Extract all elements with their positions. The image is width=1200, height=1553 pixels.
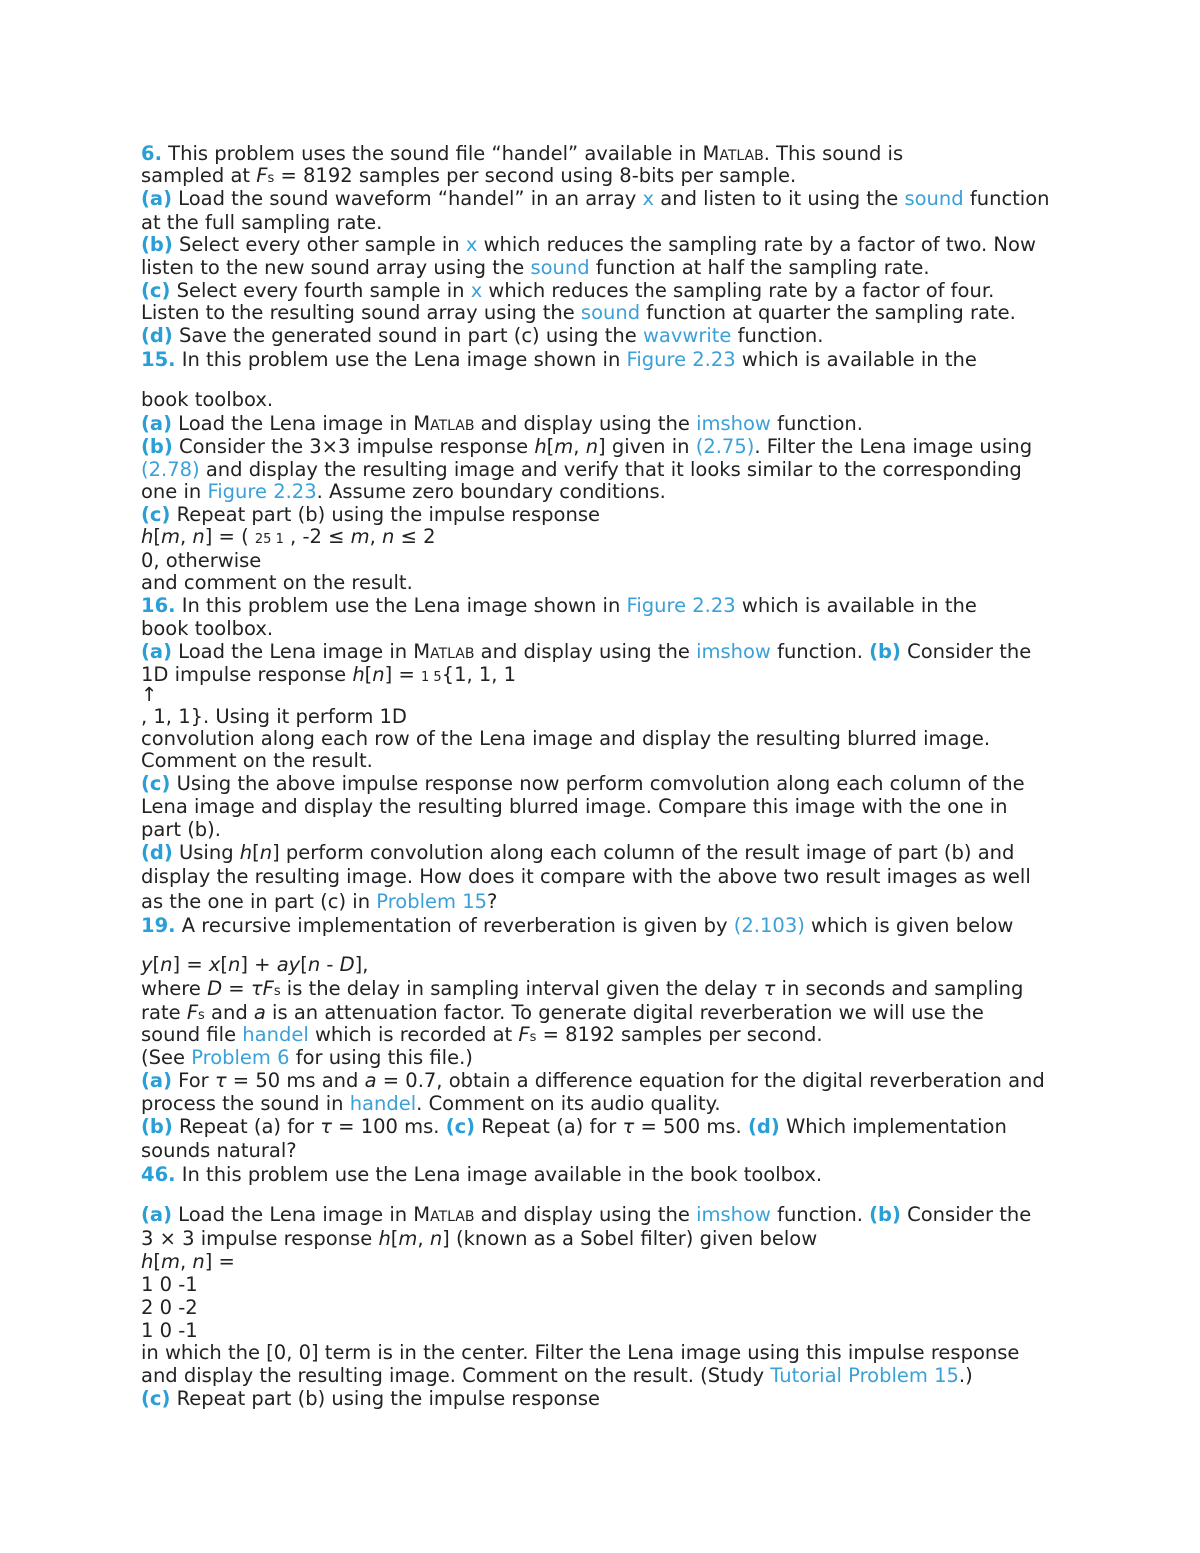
math-symbol: a (253, 1001, 266, 1024)
text-line (141, 549, 261, 573)
cross-reference-link[interactable]: Tutorial Problem 15 (770, 1364, 959, 1387)
code-term: imshow (696, 1203, 771, 1226)
code-term: sound (580, 301, 641, 324)
part-label: (d) (141, 841, 173, 864)
text-run: = 500 ms. (634, 1115, 748, 1138)
text-line (141, 1046, 473, 1070)
text-run: and display using the (474, 1203, 697, 1226)
text-run: Repeat (a) for (172, 1115, 321, 1138)
text-run: in seconds and sampling (775, 977, 1024, 1000)
text-run: 1D impulse response (141, 663, 353, 686)
text-run: [ (300, 953, 308, 976)
text-run: Listen to the resulting sound array using the (141, 301, 581, 324)
math-symbol: h (141, 525, 154, 548)
text-run: ? (487, 890, 498, 913)
text-run: book toolbox. (141, 617, 274, 640)
text-line (141, 1250, 235, 1274)
text-line (141, 324, 823, 348)
text-run: , (179, 1250, 193, 1273)
problem-number: 46. (141, 1163, 176, 1186)
text-run: ] (known as a Sobel filter) given below (442, 1227, 818, 1250)
text-run: ≤ 2 (394, 525, 436, 548)
text-run: part (b). (141, 818, 221, 841)
text-run: Using (172, 841, 240, 864)
part-label: (b) (141, 233, 173, 256)
subscript: 25 1 (254, 532, 284, 547)
text-run: function (963, 187, 1050, 210)
code-term: sound (904, 187, 964, 210)
math-symbol: F (518, 1023, 530, 1046)
math-symbol: D (339, 953, 355, 976)
text-run: sounds natural? (141, 1139, 297, 1162)
math-symbol: ay (276, 953, 301, 976)
text-run: Repeat part (b) using the impulse response (170, 1387, 600, 1410)
text-run: and (204, 1001, 254, 1024)
text-run: function. (770, 412, 863, 435)
part-label: (d) (747, 1115, 780, 1138)
part-label: (a) (141, 640, 172, 663)
math-symbol: F (262, 977, 274, 1000)
text-run: = (222, 977, 251, 1000)
text-run: 0, otherwise (141, 549, 262, 572)
text-run: where (141, 977, 208, 1000)
cross-reference-link[interactable]: Problem 6 (191, 1046, 290, 1069)
math-symbol: n (160, 953, 173, 976)
code-term: handel (349, 1092, 417, 1115)
text-run: [ (390, 1227, 399, 1250)
text-run: which reduces the sampling rate by a factor of four. (482, 279, 995, 302)
text-run: Select every fourth sample in (170, 279, 471, 302)
text-line (141, 1341, 1019, 1365)
subscript: s (198, 1008, 205, 1023)
code-term: x (642, 187, 655, 210)
text-line (141, 1115, 1007, 1139)
text-line (141, 1319, 198, 1343)
text-run: Consider the (900, 640, 1032, 663)
text-run: listen to the new sound array using the (141, 256, 531, 279)
text-line (141, 1069, 1045, 1093)
text-line (141, 818, 221, 842)
text-run: In this problem use the Lena image available in the book toolbox. (175, 1163, 823, 1186)
code-term: x (465, 233, 478, 256)
text-run: is an attenuation factor. To generate digital reverberation we will use the (265, 1001, 984, 1024)
text-line (141, 348, 977, 372)
text-run: , (369, 525, 383, 548)
text-line (141, 1227, 817, 1251)
math-symbol: n (382, 525, 395, 548)
text-line (141, 841, 1014, 865)
math-symbol: h (378, 1227, 391, 1250)
text-run: [ (220, 953, 229, 976)
math-symbol: h (141, 1250, 154, 1273)
text-line (141, 480, 666, 504)
math-symbol: n (228, 953, 241, 976)
matlab-name: Matlab (413, 640, 475, 663)
math-symbol: F (256, 164, 268, 187)
text-run: , (417, 1227, 430, 1250)
text-line (141, 1296, 198, 1320)
math-symbol: m (398, 1227, 418, 1250)
text-line (141, 412, 863, 436)
text-run: function. (731, 324, 824, 347)
text-line (141, 388, 273, 412)
part-label: (a) (141, 1203, 172, 1226)
text-line (141, 1092, 721, 1116)
text-line (141, 914, 1013, 938)
text-run: convolution along each row of the Lena image and display the resulting blurred image. (141, 727, 991, 750)
part-label: (b) (869, 1203, 901, 1226)
text-run: = 100 ms. (331, 1115, 446, 1138)
text-run: ] = ( (204, 525, 255, 548)
text-run: which is recorded at (308, 1023, 519, 1046)
code-term: imshow (696, 412, 771, 435)
text-run: ] given in (598, 435, 696, 458)
text-run: Select every other sample in (172, 233, 466, 256)
text-run: ↑ (141, 683, 158, 706)
math-symbol: x (208, 953, 221, 976)
part-label: (c) (445, 1115, 476, 1138)
text-line (141, 683, 157, 707)
text-run: {1, 1, 1 (441, 663, 517, 686)
text-line (141, 795, 1008, 819)
text-run: = 50 ms and (226, 1069, 365, 1092)
text-run: sound file (141, 1023, 243, 1046)
text-run: one in (141, 480, 208, 503)
text-run: display the resulting image. How does it compare with the above two result images as well (141, 865, 1031, 888)
text-line (141, 640, 1031, 664)
math-symbol: y (141, 953, 153, 976)
problem-number: 16. (141, 594, 176, 617)
text-run: process the sound in (141, 1092, 350, 1115)
text-line (141, 1203, 1031, 1227)
text-line (141, 617, 273, 641)
text-run: 1 0 -1 (141, 1319, 198, 1342)
text-run: This problem uses the sound file “handel” available in (161, 142, 703, 165)
text-line (141, 727, 990, 751)
text-run: in which the [0, 0] term is in the center. Filter the Lena image using this impulse response (141, 1341, 1020, 1364)
problem-number: 19. (141, 914, 176, 937)
problem-number: 6. (141, 142, 162, 165)
math-symbol: n (372, 663, 385, 686)
part-label: (b) (141, 435, 173, 458)
text-run: 2 0 -2 (141, 1296, 198, 1319)
text-line (141, 1139, 297, 1163)
text-run: 1 0 -1 (141, 1273, 198, 1296)
math-symbol: n (192, 1250, 205, 1273)
text-run: rate (141, 1001, 187, 1024)
text-run: ], (354, 953, 369, 976)
math-symbol: n (259, 841, 273, 864)
math-symbol: m (350, 525, 370, 548)
text-run: as the one in part (c) in (141, 890, 377, 913)
math-symbol: m (160, 1250, 180, 1273)
cross-reference-link[interactable]: Figure 2.23 (626, 594, 736, 617)
text-run: function at half the sampling rate. (589, 256, 930, 279)
text-run: ] perform convolution along each column of the result image of part (b) and (272, 841, 1015, 864)
text-run: Consider the (900, 1203, 1032, 1226)
text-run: and display using the (474, 640, 697, 663)
text-run: , -2 ≤ (283, 525, 351, 548)
problem-number: 15. (141, 348, 176, 371)
text-run: which is available in the (735, 348, 977, 371)
text-run: and display the resulting image and verify that it looks similar to the corresponding (199, 458, 1022, 481)
text-run: Consider the 3×3 impulse response (172, 435, 535, 458)
math-symbol: n (307, 953, 321, 976)
text-run: function. (770, 640, 870, 663)
code-term: wavwrite (642, 324, 732, 347)
text-run: , (573, 435, 586, 458)
text-run: A recursive implementation of reverberation is given by (175, 914, 734, 937)
part-label: (c) (141, 772, 171, 795)
text-run: at the full sampling rate. (141, 211, 383, 234)
text-run: is the delay in sampling interval given the delay (280, 977, 764, 1000)
text-run: ] = (204, 1250, 235, 1273)
matlab-name: Matlab (413, 1203, 475, 1226)
math-symbol: n (585, 435, 599, 458)
text-run: ] = (172, 953, 209, 976)
text-line (141, 772, 1025, 796)
text-line (141, 865, 1031, 889)
text-line (141, 301, 1016, 325)
code-term: x (470, 279, 483, 302)
part-label: (c) (141, 279, 171, 302)
cross-reference-link[interactable]: Figure 2.23 (207, 480, 317, 503)
text-run: which is given below (804, 914, 1014, 937)
text-run: Load the Lena image in (171, 640, 414, 663)
cross-reference-link[interactable]: Figure 2.23 (626, 348, 736, 371)
text-run: for using this file.) (289, 1046, 473, 1069)
text-run: . Filter the Lena image using (754, 435, 1033, 458)
text-run: [ (153, 1250, 161, 1273)
text-run: = 8192 samples per second using 8-bits per sample. (274, 164, 797, 187)
text-line (141, 594, 977, 618)
math-symbol: n (429, 1227, 443, 1250)
text-line (141, 1273, 198, 1297)
text-line (141, 663, 516, 690)
code-term: imshow (696, 640, 771, 663)
text-run: book toolbox. (141, 388, 274, 411)
text-run: and display using the (474, 412, 697, 435)
text-line (141, 1387, 600, 1411)
text-run: which is available in the (735, 594, 977, 617)
cross-reference-link[interactable]: Problem 15 (376, 890, 488, 913)
part-label: (c) (141, 503, 171, 526)
math-symbol: h (352, 663, 365, 686)
text-run: Lena image and display the resulting blurred image. Compare this image with the one in (141, 795, 1008, 818)
math-symbol: τ (250, 977, 263, 1000)
text-line (141, 233, 1036, 257)
text-run: function. (770, 1203, 870, 1226)
text-run: [ (546, 435, 555, 458)
text-line (141, 705, 407, 729)
part-label: (a) (141, 412, 172, 435)
text-run: Comment on the result. (141, 749, 373, 772)
text-run: .) (958, 1364, 973, 1387)
text-run: , 1, 1}. Using it perform 1D (141, 705, 407, 728)
text-run: and display the resulting image. Comment on the result. (Study (141, 1364, 771, 1387)
text-run: . This sound is (763, 142, 904, 165)
math-symbol: τ (622, 1115, 635, 1138)
matlab-name: Matlab (413, 412, 475, 435)
text-run: function at quarter the sampling rate. (640, 301, 1016, 324)
text-run: For (171, 1069, 215, 1092)
text-line (141, 256, 930, 280)
subscript: s (267, 171, 275, 186)
subscript: s (273, 984, 281, 999)
code-term: handel (242, 1023, 309, 1046)
text-line (141, 142, 903, 166)
math-symbol: h (239, 841, 253, 864)
text-run: - (320, 953, 340, 976)
text-line (141, 571, 413, 595)
text-run: Save the generated sound in part (c) using the (172, 324, 643, 347)
text-run: Using the above impulse response now perform comvolution along each column of the (170, 772, 1025, 795)
math-symbol: m (160, 525, 180, 548)
text-run: (See (141, 1046, 192, 1069)
part-label: (a) (141, 187, 172, 210)
text-run: , (179, 525, 193, 548)
text-run: . Comment on its audio quality. (416, 1092, 721, 1115)
part-label: (c) (141, 1387, 171, 1410)
math-symbol: m (554, 435, 574, 458)
text-line (141, 1163, 822, 1187)
text-run: Load the Lena image in (171, 412, 414, 435)
math-symbol: n (192, 525, 205, 548)
text-run: = 8192 samples per second. (536, 1023, 823, 1046)
text-run: ] + (240, 953, 277, 976)
math-symbol: a (364, 1069, 377, 1092)
text-run: = 0.7, obtain a difference equation for the digital reverberation and (376, 1069, 1045, 1092)
text-run: In this problem use the Lena image shown in (175, 594, 627, 617)
cross-reference-link[interactable]: (2.78) (141, 458, 200, 481)
text-line (141, 279, 994, 303)
text-run: In this problem use the Lena image shown in (175, 348, 627, 371)
text-line (141, 435, 1032, 459)
text-run: [ (152, 953, 161, 976)
cross-reference-link[interactable]: (2.103) (733, 914, 805, 937)
math-symbol: D (207, 977, 223, 1000)
code-term: sound (530, 256, 590, 279)
math-symbol: τ (763, 977, 776, 1000)
matlab-name: Matlab (702, 142, 764, 165)
text-run: [ (252, 841, 260, 864)
text-run: . Assume zero boundary conditions. (316, 480, 666, 503)
cross-reference-link[interactable]: (2.75) (695, 435, 755, 458)
text-run: Load the sound waveform “handel” in an array (171, 187, 643, 210)
text-line (141, 890, 497, 914)
math-symbol: F (186, 1001, 199, 1024)
text-run: [ (364, 663, 373, 686)
text-run: which reduces the sampling rate by a factor of two. Now (477, 233, 1036, 256)
text-run: Which implementation (779, 1115, 1007, 1138)
part-label: (a) (141, 1069, 172, 1092)
subscript: s (529, 1030, 537, 1045)
text-line (141, 977, 1023, 1004)
text-line (141, 187, 1050, 211)
text-run: and listen to it using the (654, 187, 905, 210)
text-run: ] = (384, 663, 421, 686)
math-symbol: τ (214, 1069, 227, 1092)
text-line (141, 211, 382, 235)
text-run: [ (153, 525, 161, 548)
text-line (141, 525, 436, 552)
text-line (141, 953, 368, 977)
part-label: (b) (141, 1115, 173, 1138)
part-label: (b) (869, 640, 901, 663)
part-label: (d) (141, 324, 173, 347)
text-line (141, 458, 1022, 482)
text-line (141, 749, 373, 773)
text-run: Repeat (a) for (475, 1115, 623, 1138)
text-run: 3 × 3 impulse response (141, 1227, 379, 1250)
text-run: sampled at (141, 164, 257, 187)
subscript: 1 5 (420, 670, 442, 685)
text-run: Repeat part (b) using the impulse response (170, 503, 600, 526)
math-symbol: h (534, 435, 547, 458)
math-symbol: τ (320, 1115, 332, 1138)
text-run: Load the Lena image in (171, 1203, 414, 1226)
text-run: and comment on the result. (141, 571, 413, 594)
text-line (141, 503, 600, 527)
text-line (141, 1364, 973, 1388)
